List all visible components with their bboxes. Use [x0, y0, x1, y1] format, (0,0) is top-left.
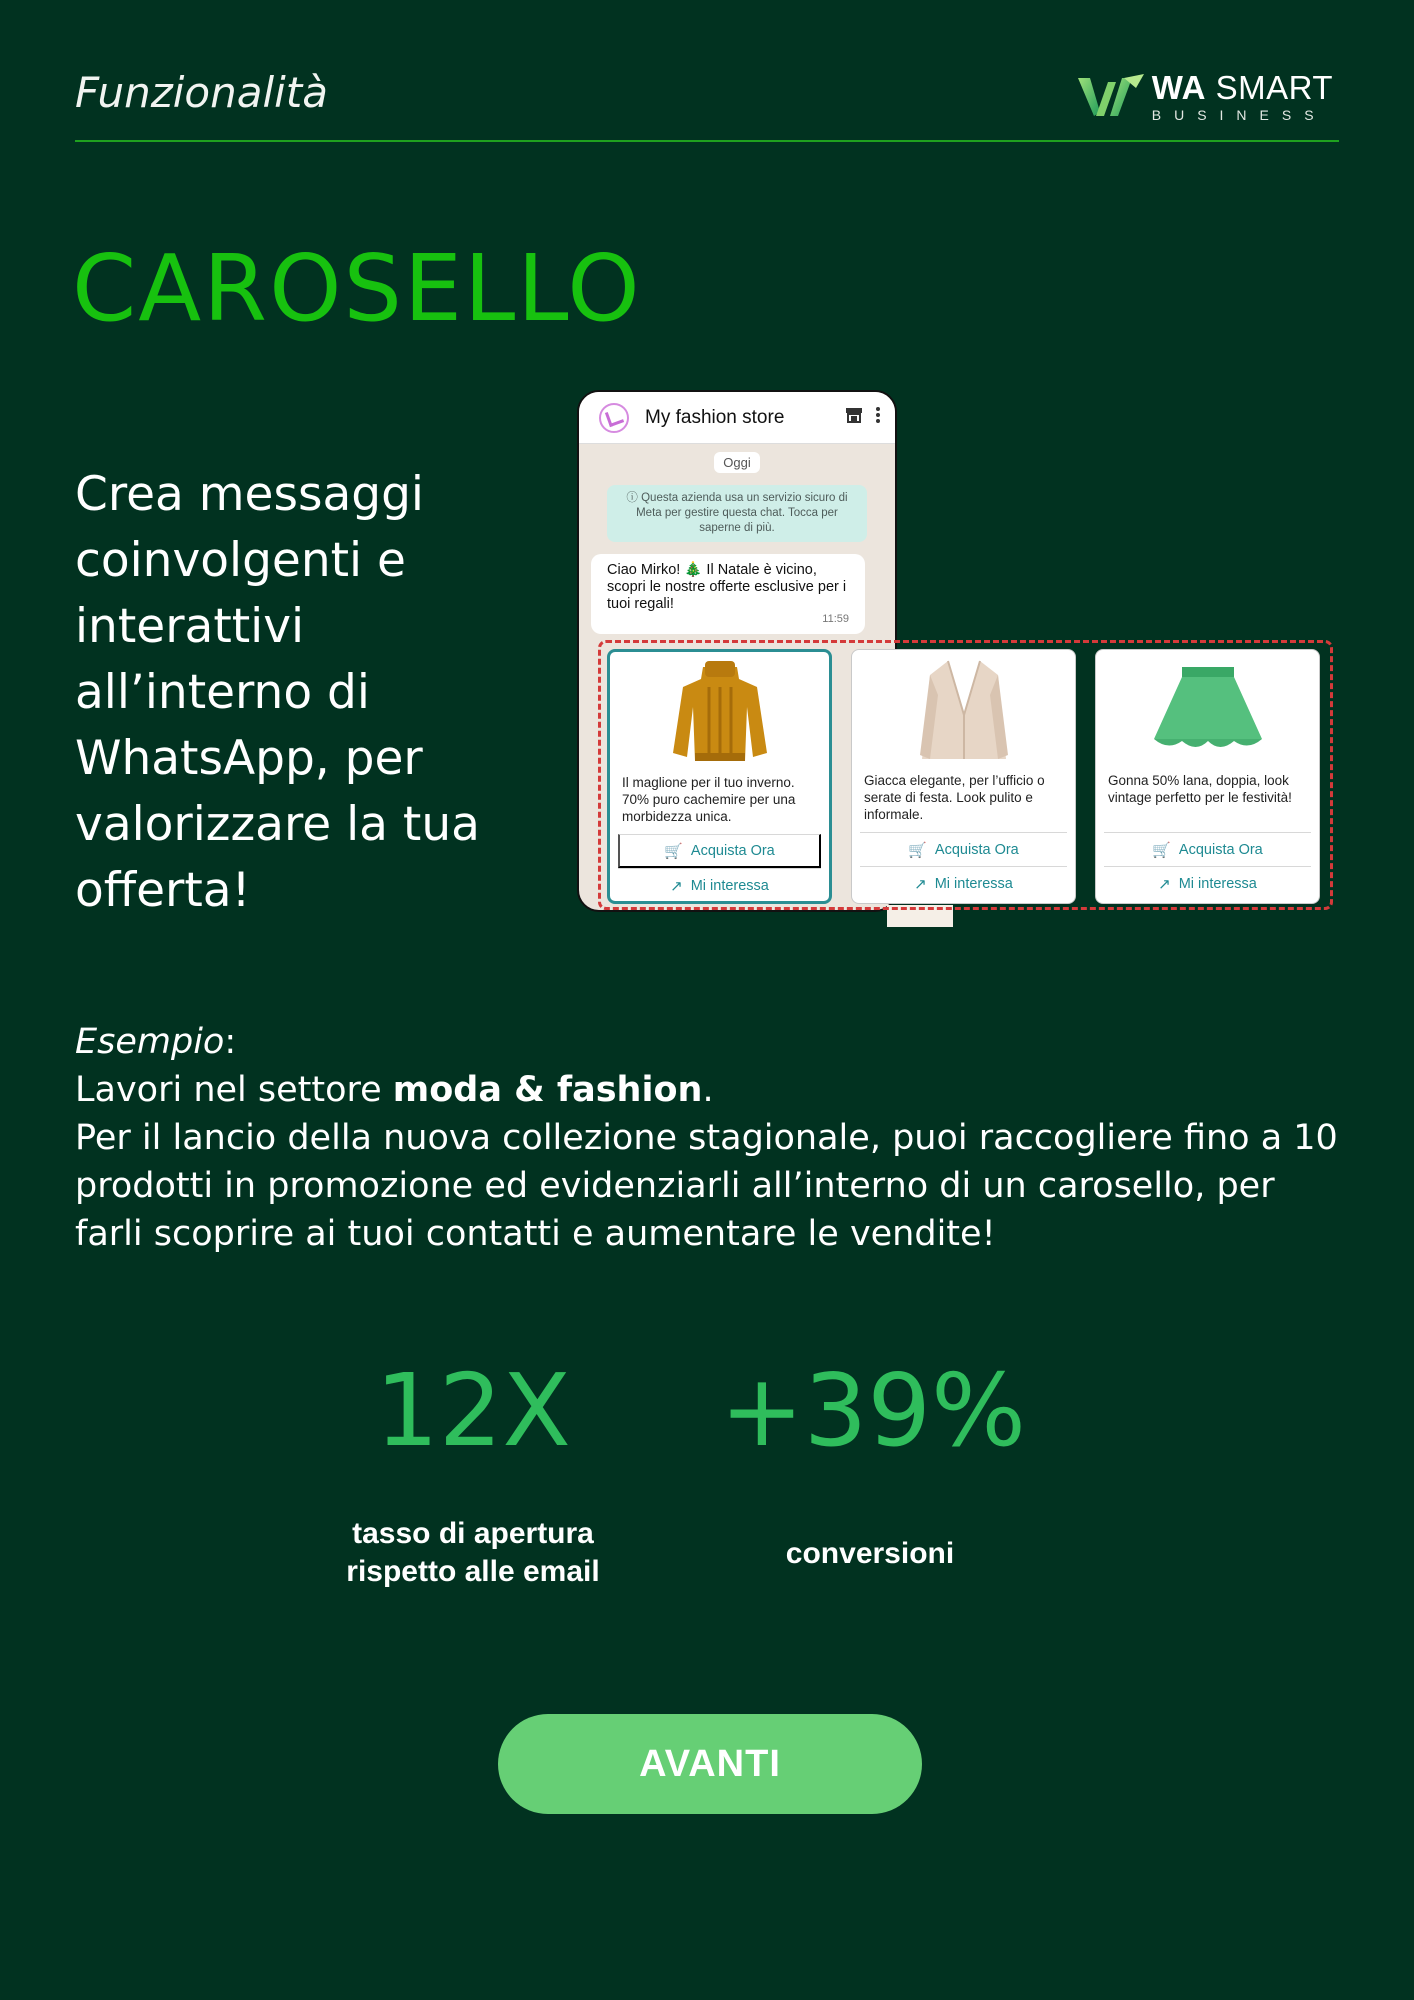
wa-logo-icon	[1074, 72, 1146, 120]
interested-button[interactable]: ↗ Mi interessa	[618, 868, 821, 902]
page-title: CAROSELLO	[72, 235, 642, 342]
buy-now-button[interactable]: 🛒 Acquista Ora	[1104, 832, 1311, 866]
meta-notice[interactable]: ⓘ Questa azienda usa un servizio sicuro di Meta per gestire questa chat. Tocca per saperne di più.	[607, 485, 867, 542]
store-icon[interactable]	[845, 407, 863, 428]
buy-now-button[interactable]: 🛒 Acquista Ora	[860, 832, 1067, 866]
card-description: Giacca elegante, per l’ufficio o serate di festa. Look pulito e informale.	[864, 773, 1045, 822]
next-button[interactable]: AVANTI	[498, 1714, 922, 1814]
interested-button[interactable]: ↗ Mi interessa	[860, 866, 1067, 900]
message-time: 11:59	[822, 613, 849, 625]
lead-text: Crea messaggi coinvolgenti e interattivi all’interno di WhatsApp, per valorizzare la tua offerta!	[75, 467, 480, 918]
chat-message-text: Ciao Mirko! 🎄 Il Natale è vicino, scopri le nostre offerte esclusive per i tuoi regali!	[607, 562, 847, 612]
skirt-image	[1096, 650, 1319, 772]
logo	[1074, 68, 1333, 123]
carousel-card[interactable]	[851, 649, 1076, 904]
sweater-image	[610, 652, 829, 774]
store-avatar	[599, 403, 629, 433]
card-description: Il maglione per il tuo inverno. 70% puro cachemire per una morbidezza unica.	[622, 775, 796, 824]
chat-header	[579, 392, 895, 444]
example-heading: Esempio:	[75, 1022, 237, 1062]
share-icon: ↗	[670, 877, 683, 895]
cart-icon: 🛒	[1152, 841, 1171, 859]
carousel	[598, 640, 1333, 910]
cart-icon: 🛒	[664, 842, 683, 860]
example-body: Per il lancio della nuova collezione stagionale, puoi raccogliere fino a 10 prodotti in promozione ed evidenziarli all’interno di un carosello, per farli scoprire ai tuoi contatti e aumentare le vendite!	[75, 1118, 1338, 1254]
share-icon: ↗	[914, 875, 927, 893]
chat-message	[591, 554, 865, 634]
header	[75, 62, 1339, 142]
example-block	[75, 1018, 1345, 1258]
cart-icon: 🛒	[908, 841, 927, 859]
share-icon: ↗	[1158, 875, 1171, 893]
stat-open-rate-label: tasso di apertura rispetto alle email	[346, 1517, 600, 1588]
stat-conversion-label: conversioni	[785, 1537, 955, 1570]
store-name: My fashion store	[645, 406, 785, 428]
blazer-image	[852, 650, 1075, 772]
section-label: Funzionalità	[75, 68, 329, 117]
more-vertical-icon[interactable]	[875, 406, 881, 429]
stat-open-rate-value: 12X	[375, 1352, 571, 1469]
interested-button[interactable]: ↗ Mi interessa	[1104, 866, 1311, 900]
logo-tagline: BUSINESS	[1151, 106, 1327, 123]
logo-wordmark: WA SMART	[1151, 68, 1333, 106]
stat-conversion-value: +39%	[720, 1352, 1027, 1469]
example-sector: Lavori nel settore moda & fashion.	[75, 1070, 714, 1110]
buy-now-button[interactable]: 🛒 Acquista Ora	[618, 834, 821, 868]
day-label: Oggi	[714, 452, 760, 473]
carousel-card[interactable]	[1095, 649, 1320, 904]
card-description: Gonna 50% lana, doppia, look vintage perfetto per le festività!	[1108, 773, 1292, 805]
carousel-card[interactable]	[607, 649, 832, 904]
